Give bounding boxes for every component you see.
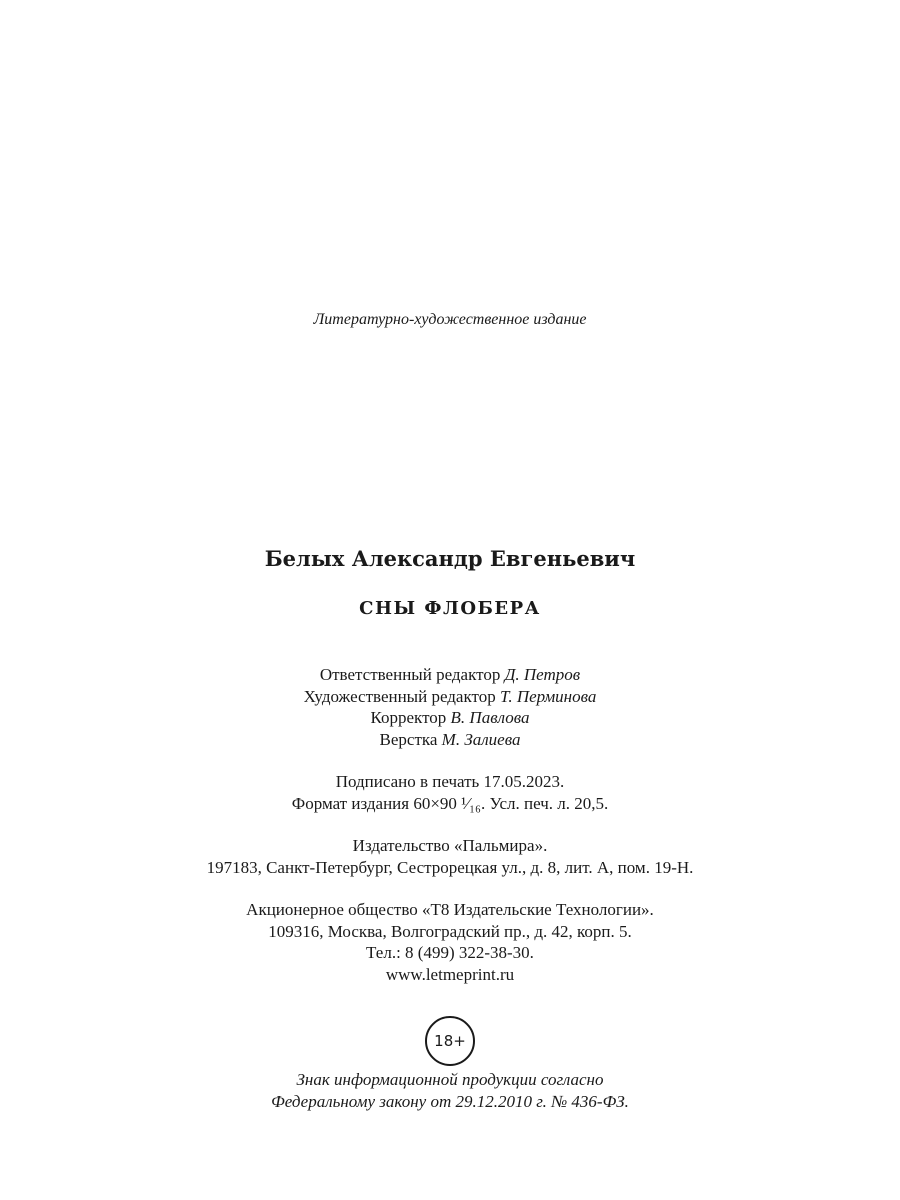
printer-website: www.letmeprint.ru	[385, 964, 515, 984]
edition-type: Литературно-художественное издание	[313, 311, 587, 328]
credit-line	[0, 664, 900, 686]
printer-phone: Тел.: 8 (499) 322-38-30.	[366, 943, 534, 962]
credit-role: Корректор	[370, 708, 447, 727]
credit-role: Ответственный редактор	[319, 665, 501, 684]
age-notice-line: Знак информационной продукции согласно	[296, 1070, 604, 1089]
printer-block	[0, 899, 900, 985]
credit-name: В. Павлова	[450, 708, 530, 727]
publisher-block	[0, 835, 900, 878]
publisher-name: Издательство «Пальмира».	[352, 836, 548, 855]
printer-address: 109316, Москва, Волгоградский пр., д. 42, корп. 5.	[268, 921, 632, 941]
print-info-block	[0, 771, 900, 814]
credit-name: Д. Петров	[504, 665, 581, 684]
age-rating-label: 18+	[434, 1032, 466, 1050]
printer-name: Акционерное общество «Т8 Издательские Технологии».	[246, 900, 654, 919]
credit-name: Т. Перминова	[499, 686, 597, 706]
credit-name: М. Залиева	[441, 729, 521, 749]
credit-line	[0, 707, 900, 729]
edition-format: Формат издания 60×90 ¹⁄₁₆. Усл. печ. л. 20,5.	[291, 793, 609, 813]
publisher-address: 197183, Санкт-Петербург, Сестрорецкая ул., д. 8, лит. А, пом. 19-Н.	[206, 857, 694, 877]
age-notice	[0, 1069, 900, 1112]
credit-line	[0, 686, 900, 708]
credit-role: Верстка	[379, 729, 438, 749]
author-name: Белых Александр Евгеньевич	[264, 546, 636, 571]
credit-line	[0, 729, 900, 751]
age-rating-badge	[425, 1016, 475, 1066]
credits-block	[0, 664, 900, 750]
signed-date: Подписано в печать 17.05.2023.	[335, 772, 565, 791]
credit-role: Художественный редактор	[303, 686, 496, 706]
book-title: СНЫ ФЛОБЕРА	[359, 598, 541, 619]
age-notice-line: Федеральному закону от 29.12.2010 г. № 436-ФЗ.	[271, 1091, 629, 1111]
